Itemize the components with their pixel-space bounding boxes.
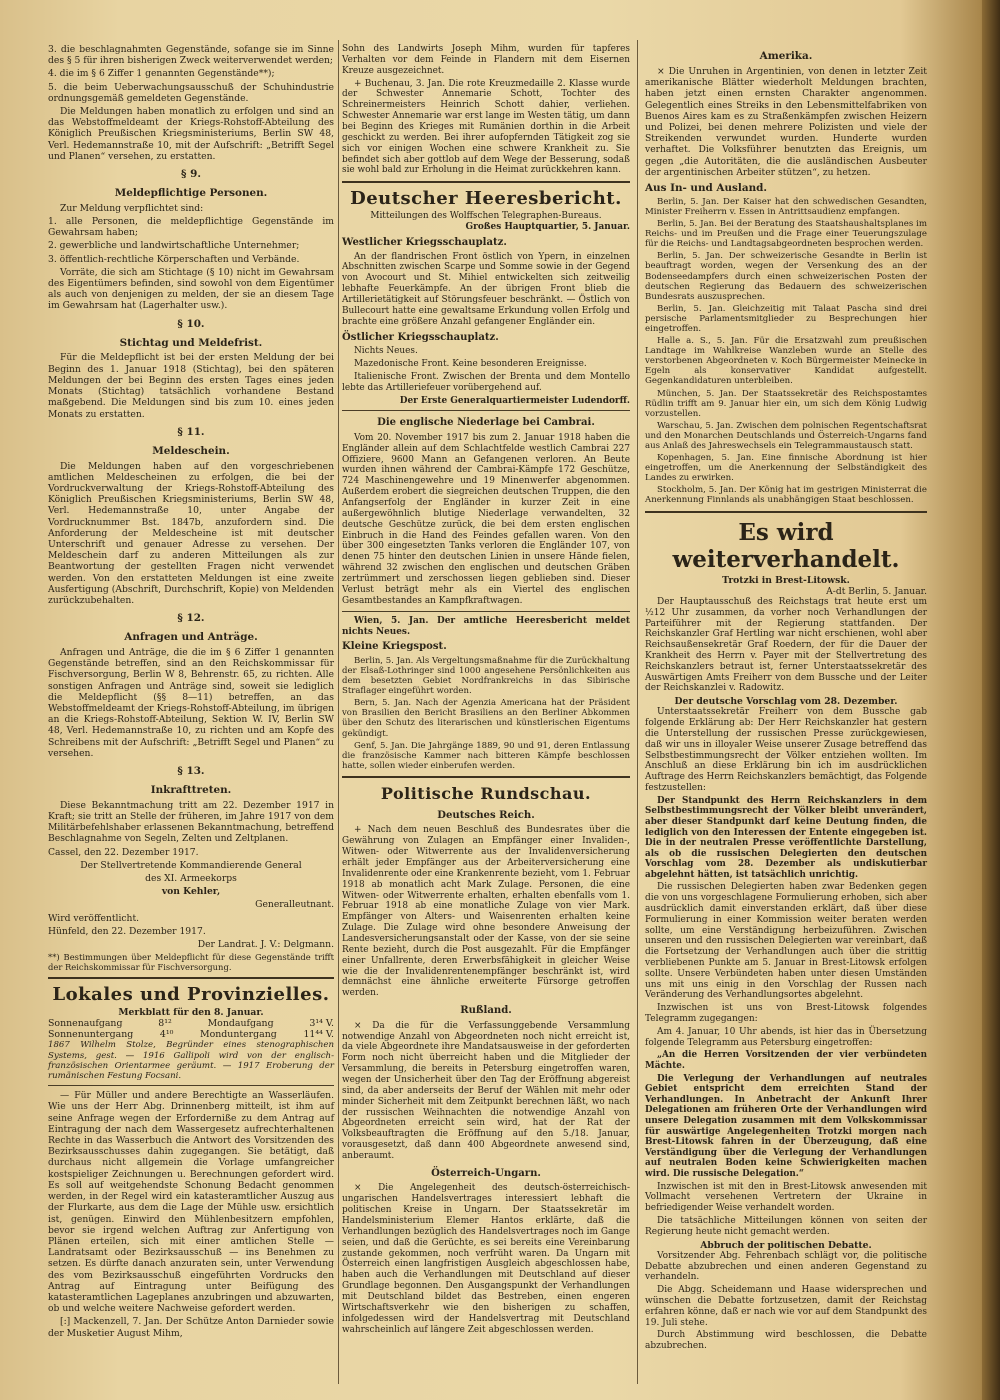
section-number: § 10. xyxy=(177,317,205,330)
signature: Der Erste Generalquartiermeister Ludendorff. xyxy=(399,395,630,406)
article-heading: Die englische Niederlage bei Cambrai. xyxy=(377,417,595,429)
almanac-row xyxy=(48,1029,334,1040)
subheading: Kleine Kriegspost. xyxy=(342,641,447,653)
subheading: Rußland. xyxy=(460,1005,512,1017)
section-heading: Meldepflichtige Personen. xyxy=(114,186,268,199)
subheading: Aus In- und Ausland. xyxy=(645,181,768,194)
subheading: Der deutsche Vorschlag vom 28. Dezember. xyxy=(674,696,898,708)
divider xyxy=(342,410,630,411)
divider xyxy=(48,1085,334,1086)
almanac-row xyxy=(48,1018,334,1029)
paragraph: Bern, 5. Jan. Nach der Agenzia Americana hat der Präsident von Brasilien den Bericht Brasiliens an den Berliner Abkommen über den Schutz des literarischen und künstlerischen Eigentums gekündigt. xyxy=(342,698,630,739)
column-rule xyxy=(338,40,339,1384)
paragraph: + Buchenau, 3. Jan. Die rote Kreuzmedaille 2. Klasse wurde der Schwester Annemarie Schott, Tochter des Schreinermeisters Heinrich Schott dahier, verliehen. Schwester Annemarie war erst lange im Westen tätig, um dann bei Beginn des Krieges mit Rumänien dorthin in die Arbeit geschickt zu werden. Bei ihrer aufopfernden Tätigkeit zog sie sich vor einigen Wochen eine schwere Krankheit zu. Sie befindet sich aber gottlob auf dem Wege der Besserung, sodaß sie wohl bald zur Erholung in die Heimat zurückkehren kann. xyxy=(342,78,630,176)
paragraph: — Für Müller und andere Berechtigte an Wasserläufen. Wie uns der Herr Abg. Drinnenberg mitteilt, ist ihm auf seine Anfrage wegen der Erforderniße zu dem Antrag auf Eintragung der nach dem Wassergesetz aufrechterhaltenen Rechte in das Wasserbuch die Antwort des Vorsitzenden des Bezirksausschusses dahin zugegangen. Sie betätigt, daß durchaus nicht allgemein die Vorlage umfangreicher kostspieliger Zeichnungen u. Berechnungen gefordert wird. Es soll auf weitgehendste Schonung Bedacht genommen werden, in der Regel wird ein katasteramtlicher Auszug aus der Flurkarte, aus dem die Lage der Mühle usw. ersichtlich ist, genügen. Einwird den Mühlenbesitzern empfohlen, bevor sie irgend welchen Auftrag zur Anfertigung von Plänen erteilen, sich mit einer amtlichen Stelle — Landratsamt oder Bezirksausschuß — ins Benehmen zu setzen. Es dürfte danach anzuraten sein, unter Verwendung des vom Bezirksausschuß eingeführten Vordrucks den Antrag auf Eintragung unter Beifügung des katasteramtlichen Lageplanes anzubringen und abzuwarten, ob und welche weitere Nachweise gefordert werden. xyxy=(48,1090,334,1315)
column-1 xyxy=(48,44,334,1341)
paragraph: Die russischen Delegierten haben zwar Bedenken gegen die von uns vorgeschlagene Formulierung erhoben, sich aber ausdrücklich damit einverstanden erklärt, daß über diese Formulierung in einer Kommission weiter beraten werden sollte, um eine Verständigung herbeizuführen. Zwischen unseren und den russischen Delegierten war vereinbart, daß die Fortsetzung der Verhandlungen auch über die strittig verbliebenen Punkte am 5. Januar in Brest-Litowsk erfolgen sollte. Unsere Verbündeten haben unter diesen Umständen uns mit uns einig in den Vorschlag der Russen nach Veränderung des Verhandlungsortes abgelehnt. xyxy=(645,882,927,1001)
section-heading: Stichtag und Meldefrist. xyxy=(119,336,263,349)
signature-name: von Kehler, xyxy=(161,886,221,898)
dateline: A-dt Berlin, 5. Januar. xyxy=(826,585,927,597)
almanac-value: 3¹⁴ V. xyxy=(309,1018,334,1030)
section-heading: Meldeschein. xyxy=(152,444,230,457)
paragraph: Mazedonische Front. Keine besonderen Ereignisse. xyxy=(354,358,587,369)
column-3 xyxy=(645,44,927,1354)
paragraph: Die Meldungen haben monatlich zu erfolgen und sind an das Webstoffmeldeamt der Kriegs-Rohstoff-Abteilung des Königlich Preußischen Kriegsministeriums, Berlin SW 48, Verl. Hedemannstraße 10, mit der Aufschrift: „Betrifft Segel und Planen“ versehen, zu erstatten. xyxy=(48,106,334,162)
paragraph: × Die Unruhen in Argentinien, von denen in letzter Zeit amerikanische Blätter wiederholt Meldungen brachten, haben jetzt einen ernsten Charakter angenommen. Gelegentlich eines Streiks in den Lebensmittelfabriken von Buenos Aires kam es zu Straßenkämpfen zwischen Heizern und Polizei, bei denen mehrere Polizisten und viele der Streikenden verwundet wurden. Hunderte wurden verhaftet. Die Volksführer benutzten das Ereignis, um gegen „die Autoritäten, die die ausländischen Ausbeuter der argentinischen Arbeiter stützen“, zu hetzen. xyxy=(645,65,927,178)
paragraph: × Da die für die Verfassunggebende Versammlung notwendige Anzahl von Abgeordneten noch nicht erreicht ist, da viele Abgeordnete ihre Mandatsausweise in der geforderten Form noch nicht überreicht haben und die Mitglieder der Versammlung, die bereits in Petersburg eingetroffen waren, wegen der Unsicherheit über den Tag der Eröffnung abgereist sind, da aber anderseits der Beruf der Wählen mit mehr oder minder Sicherheit mit dem Zeitpunkt berechnen läßt, wo nach der russischen Weihnachten die notwendige Anzahl von Abgeordneten erreicht sein wird, hat der Rat der Volksbeauftragten die Eröffnung auf den 5./18. Januar, vorausgesetzt, daß dann 400 Abgeordnete anwesend sind, anberaumt. xyxy=(342,1020,630,1161)
divider xyxy=(342,776,630,778)
news-item: Halle a. S., 5. Jan. Für die Ersatzwahl zum preußischen Landtage im Wahlkreise Wanzleben wurde an Stelle des verstorbenen Abgeordneten v. Koch Bürgermeister Meinecke in Egeln als konservativer Kandidat aufgestellt. Gegenkandidaturen unterbleiben. xyxy=(645,336,927,387)
subheading: Östlicher Kriegsschauplatz. xyxy=(342,331,499,343)
section-title-heeresbericht: Deutscher Heeresbericht. xyxy=(350,188,622,210)
section-number: § 9. xyxy=(181,168,201,181)
history-note: 1867 Wilhelm Stolze, Begründer eines stenographischen Systems, gest. — 1916 Gallipoli wird von der englisch-französischen Orientarmee geräumt. — 1917 Eroberung der rumänischen Festung Focsani. xyxy=(48,1040,334,1082)
footnote: **) Bestimmungen über Meldepflicht für diese Gegenstände trifft der Reichskommissar für Fischversorgung. xyxy=(48,952,334,973)
paragraph: Inzwischen ist uns von Brest-Litowsk folgendes Telegramm zugegangen: xyxy=(645,1003,927,1025)
news-item: Kopenhagen, 5. Jan. Eine finnische Abordnung ist hier eingetroffen, um die Anerkennung der Selbständigkeit des Landes zu erwirken. xyxy=(645,453,927,484)
subheading: Deutsches Reich. xyxy=(437,809,535,821)
almanac-label: Mondaufgang xyxy=(207,1018,274,1030)
section-title-local: Lokales und Provinzielles. xyxy=(52,984,330,1006)
almanac-label: Sonnenuntergang xyxy=(48,1029,134,1041)
paragraph: Der Standpunkt des Herrn Reichskanzlers in dem Selbstbestimmungsrecht der Völker bleibt unverändert, aber dieser Standpunkt darf keine Deutung finden, die lediglich von den Interessen der Entente eingegeben ist. Die in der neutralen Presse veröffentlichte Darstellung, als ob die russischen Delegierten den deutschen Vorschlag vom 28. Dezember als undiskutierbar abgelehnt hätten, ist tatsächlich unrichtig. xyxy=(645,795,927,880)
paragraph: × Die Angelegenheit des deutsch-österreichisch-ungarischen Handelsvertrages interessiert lebhaft die politischen Kreise in Ungarn. Der Staatssekretär im Handelsministerium Elemer Hantos erklärte, daß die Verhandlungen bezüglich des Handelsvertrages noch im Gange seien, und daß die Gerüchte, es sei bereits eine Vereinbarung zustande gekommen, noch verfrüht waren. Da Ungarn mit Österreich einen langfristigen Ausgleich abgeschlossen habe, haben auch die Verhandlungen mit Deutschland auf dieser Grundlage begonnen. Den Ausgangspunkt der Verhandlungen mit Deutschland bildet das Bestreben, einen engeren Wirtschaftsverkehr wie den bisherigen zu schaffen, infolgedessen wird der Handelsvertrag mit Deutschland wahrscheinlich auf längere Zeit abgeschlossen werden. xyxy=(342,1183,630,1335)
subheading: Amerika. xyxy=(759,50,813,62)
section-heading: Inkrafttreten. xyxy=(150,783,232,796)
paragraph: Berlin, 5. Jan. Als Vergeltungsmaßnahme für die Zurückhaltung der Elsaß-Lothringer sind 1000 angesehene Persönlichkeiten aus dem besetzten Gebiet Nordfrankreichs in das Sibirische Straflager eingeführt worden. xyxy=(342,655,630,697)
list-item: 5. die beim Ueberwachungsausschuß der Schuhindustrie ordnungsgemäß gemeldeten Gegenstände. xyxy=(48,81,334,104)
publication-note: Wird veröffentlicht. xyxy=(48,912,140,924)
paragraph: Genf, 5. Jan. Die Jahrgänge 1889, 90 und 91, deren Entlassung die französische Kammer nach bitteren Kämpfe beschlossen hatte, sollen wieder einberufen werden. xyxy=(342,740,630,771)
subheading: Westlicher Kriegsschauplatz. xyxy=(342,237,507,249)
list-item: 3. öffentlich-rechtliche Körperschaften und Verbände. xyxy=(48,253,300,265)
news-item: Stockholm, 5. Jan. Der König hat im gestrigen Ministerrat die Anerkennung Finnlands als unabhängigen Staat beschlossen. xyxy=(645,485,927,506)
paragraph: Vorräte, die sich am Stichtage (§ 10) nicht im Gewahrsam des Eigentümers befinden, sind sowohl von dem Eigentümer als auch von denjenigen zu melden, der sie an diesem Tage im Gewahrsam hat (Lagerhalter usw.). xyxy=(48,266,334,312)
paragraph: Durch Abstimmung wird beschlossen, die Debatte abzubrechen. xyxy=(645,1330,927,1352)
paragraph: Am 4. Januar, 10 Uhr abends, ist hier das in Übersetzung folgende Telegramm aus Petersburg eingetroffen: xyxy=(645,1026,927,1048)
news-item: Berlin, 5. Jan. Bei der Beratung des Staatshaushaltsplanes im Reichs- und im Preußen und die Frage einer Teuerungszulage für die Reichs- und Landtagsabgeordneten besprochen werden. xyxy=(645,219,927,250)
almanac-label: Monduntergang xyxy=(200,1029,277,1041)
paragraph: [:] Mackenzell, 7. Jan. Der Schütze Anton Darnieder sowie der Musketier August Mihm, xyxy=(48,1316,334,1339)
headline: Es wird weiterverhandelt. xyxy=(672,518,900,573)
paragraph: Sohn des Landwirts Joseph Mihm, wurden für tapferes Verhalten vor dem Feinde in Flandern mit dem Eisernen Kreuze ausgezeichnet. xyxy=(342,44,630,76)
paragraph: Die Meldungen haben auf den vorgeschriebenen amtlichen Meldescheinen zu erfolgen, die bei der Vordruckverwaltung der Kriegs-Rohstoff-Abteilung des Königlich Preußischen Kriegsministeriums, Berlin SW 48, Verl. Hedemannstraße 10, unter Angabe der Vordrucknummer Bst. 1847b, anzufordern sind. Die Anforderung der Meldescheine ist mit deutscher Unterschrift und genauer Adresse zu versehen. Der Meldeschein darf zu anderen Mitteilungen als zur Beantwortung der gestellten Fragen nicht verwendet werden. Von den erstatteten Meldungen ist eine zweite Ausfertigung (Abschrift, Durchschrift, Kopie) von Meldenden zurückzubehalten. xyxy=(48,460,334,606)
news-item: München, 5. Jan. Der Staatssekretär des Reichspostamtes Rüdlin trifft am 9. Januar hier ein, um sich dem König Ludwig vorzustellen. xyxy=(645,388,927,419)
paragraph: Der Hauptausschuß des Reichstags trat heute erst um ½12 Uhr zusammen, da vorher noch Verhandlungen der Parteiführer mit der Regierung stattfanden. Der Reichskanzler Graf Hertling war nicht erschienen, wohl aber Reichsaußensekretär Graf Roedern, der für die Dauer der Krankheit des Herrn v. Payer mit der Stellvertretung des Reichskanzlers betraut ist, ferner Unterstaatssekretär des Auswärtigen Amts Freiherr von dem Bussche und der Leiter der Reichskanzlei v. Radowitz. xyxy=(645,596,927,694)
almanac-label: Sonnenaufgang xyxy=(48,1018,123,1030)
paragraph: Zur Meldung verpflichtet sind: xyxy=(60,202,204,214)
list-item: 3. die beschlagnahmten Gegenstände, sofange sie im Sinne des § 5 für ihren bisherigen Zweck weiterverwendet werden; xyxy=(48,44,334,67)
paragraph: Für die Meldepflicht ist bei der ersten Meldung der bei Beginn des 1. Januar 1918 (Stichtag), bei den späteren Meldungen der bei Beginn des ersten Tages eines jeden Monats (Stichtag) tatsächlich vorhandene Bestand maßgebend. Die Meldungen sind bis zum 10. eines jeden Monats zu erstatten. xyxy=(48,352,334,420)
section-heading: Anfragen und Anträge. xyxy=(124,631,258,644)
divider xyxy=(342,181,630,183)
merkblatt-heading: Merkblatt für den 8. Januar. xyxy=(118,1007,264,1019)
paragraph: Anfragen und Anträge, die die im § 6 Ziffer 1 genannten Gegenstände betreffen, sind an den Reichskommissar für Fischversorgung, Berlin W 8, Behrenstr. 65, zu richten. Alle sonstigen Anfragen und Anträge sind, soweit sie lediglich die Meldepflicht (§§ 8—11) betreffen, an das Webstoffmeldeamt der Kriegs-Rohstoff-Abteilung, im übrigen an die Kriegs-Rohstoff-Abteilung, Sektion W. IV, Berlin SW 48, Verl. Hedemannstraße 10, zu richten und am Kopfe des Schreibens mit der Aufschrift: „Betrifft Segel und Planen“ zu versehen. xyxy=(48,646,334,759)
signature-line: des XI. Armeekorps xyxy=(145,873,237,885)
almanac-value: 8¹² xyxy=(158,1018,172,1030)
paragraph: Inzwischen ist mit den in Brest-Litowsk anwesenden mit Vollmacht versehenen Vertretern der Ukraine in befriedigender Weise verhandelt worden. xyxy=(645,1181,927,1214)
news-source: Mitteilungen des Wolffschen Telegraphen-Bureaus. xyxy=(370,211,602,222)
column-rule xyxy=(637,40,638,1384)
paragraph: Die Abgg. Scheidemann und Haase widersprechen und wünschen die Debatte fortzusetzen, damit der Reichstag erfahren könne, daß er nach wie vor auf dem Standpunkt des 19. Juli stehe. xyxy=(645,1285,927,1328)
paragraph: Wien, 5. Jan. Der amtliche Heeresbericht meldet nichts Neues. xyxy=(342,615,630,637)
news-item: Warschau, 5. Jan. Zwischen dem polnischen Regentschaftsrat und den Monarchen Deutschlands und Österreich-Ungarns fand aus Anlaß des Jahreswechsels ein Telegrammaustausch statt. xyxy=(645,420,927,451)
almanac-value: 4¹⁰ xyxy=(159,1029,174,1041)
dateline: Großes Hauptquartier, 5. Januar. xyxy=(465,222,630,233)
signature-line: Der Stellvertretende Kommandierende General xyxy=(80,859,302,871)
paragraph: „An die Herren Vorsitzenden der vier verbündeten Mächte. xyxy=(645,1050,927,1072)
column-2 xyxy=(342,44,630,1337)
paragraph: + Nach dem neuen Beschluß des Bundesrates über die Gewährung von Zulagen an Empfänger einer Invaliden-, Witwen- oder Witwerrente aus der Invalidenversicherung erhält jeder Empfänger aus der Arbeiterversicherung eine Invalidenrente oder eine Krankenrente bezieht, vom 1. Februar 1918 ab monatlich acht Mark Zulage. Personen, die eine Witwen- oder Witwerrente erhalten, erhalten ebenfalls vom 1. Februar 1918 ab eine monatliche Zulage von vier Mark. Empfänger von Alters- und Waisenrenten erhalten keine Zulage. Die Zulage wird ohne besondere Anweisung der Landesversicherungsanstalt oder der Kasse, von der sie seine Rente bezieht, durch die Post ausgezahlt. Für die Empfänger einer Unfallrente, deren Erwerbsfähigkeit in gleicher Weise wie die der Invalidenrentenempfänger beschränkt ist, wird demnächst eine ähnliche erweiterte Fürsorge getroffen werden. xyxy=(342,825,630,999)
subheading: Abbruch der politischen Debatte. xyxy=(700,1239,872,1251)
list-item: 4. die im § 6 Ziffer 1 genannten Gegenstände**); xyxy=(48,68,275,80)
divider xyxy=(645,511,927,513)
section-title-rundschau: Politische Rundschau. xyxy=(380,783,592,803)
signature-place: Cassel, den 22. Dezember 1917. xyxy=(48,846,199,858)
news-item: Berlin, 5. Jan. Der Kaiser hat den schwedischen Gesandten, Minister Freiherrn v. Essen in Antrittsaudienz empfangen. xyxy=(645,196,927,217)
section-number: § 12. xyxy=(177,612,205,625)
paragraph: Nichts Neues. xyxy=(354,346,418,357)
page-edge-shadow xyxy=(982,0,1000,1400)
signature-rank: Generalleutnant. xyxy=(255,899,334,911)
list-item: 1. alle Personen, die meldepflichtige Gegenstände im Gewahrsam haben; xyxy=(48,216,334,239)
paragraph: Diese Bekanntmachung tritt am 22. Dezember 1917 in Kraft; sie tritt an Stelle der früheren, im Jahre 1917 von dem Militärbefehlshaber erlassenen Bekanntmachung, betreffend Beschlagnahme von Segeln, Zelten und Zeltplanen. xyxy=(48,799,334,845)
publication-place: Hünfeld, den 22. Dezember 1917. xyxy=(48,925,206,937)
paragraph: An der flandrischen Front östlich von Ypern, in einzelnen Abschnitten zwischen Scarpe und Somme sowie in der Gegend von Avocourt und St. Mihiel entwickelten sich zeitweilig lebhafte Feuerkämpfe. An der übrigen Front blieb die Artillerietätigkeit auf Störungsfeuer beschränkt. — Östlich von Bullecourt hatte eine gewaltsame Erkundung vollen Erfolg und brachte eine größere Anzahl gefangener Engländer ein. xyxy=(342,251,630,327)
paragraph: Italienische Front. Zwischen der Brenta und dem Montello lebte das Artilleriefeuer vorübergehend auf. xyxy=(342,371,630,393)
news-item: Berlin, 5. Jan. Gleichzeitig mit Talaat Pascha sind drei persische Parlamentsmitglieder zu Besprechungen hier eingetroffen. xyxy=(645,303,927,334)
list-item: 2. gewerbliche und landwirtschaftliche Unternehmer; xyxy=(48,240,300,252)
subheadline: Trotzki in Brest-Litowsk. xyxy=(722,574,850,586)
paragraph: Vom 20. November 1917 bis zum 2. Januar 1918 haben die Engländer allein auf dem Schlachtfelde westlich Cambrai 227 Offiziere, 9600 Mann an Gefangenen verloren. An Beute wurden ihnen während der Cambrai-Kämpfe 172 Geschütze, 724 Maschinengewehre und 19 Minenwerfer abgenommen. Außerdem erobert die siegreichen deutschen Truppen, die den Anfangserfolg der Engländer in kurzer Zeit in eine außergewöhnlich blutige Niederlage verwandelten, 32 deutsche Geschütze zurück, die bei dem ersten englischen Einbruch in die Hand des Feindes gefallen waren. Von den über 300 eingesetzten Tanks verloren die Engländer 107, von denen 75 hinter den deutschen Linien in unsere Hände fielen, während 32 zwischen den englischen und deutschen Gräben zertrümmert und zerschossen liegen geblieben sind. Dieser Verlust beträgt mehr als ein Viertel des englischen Gesamtbestandes an Kampfkraftwagen. xyxy=(342,432,630,606)
section-number: § 11. xyxy=(177,425,205,438)
divider xyxy=(342,611,630,612)
paragraph: Vorsitzender Abg. Fehrenbach schlägt vor, die politische Debatte abzubrechen und einen anderen Gegenstand zu verhandeln. xyxy=(645,1250,927,1283)
publication-signature: Der Landrat. J. V.: Delgmann. xyxy=(197,939,334,951)
section-number: § 13. xyxy=(177,765,205,777)
almanac-value: 11⁴⁴ V. xyxy=(303,1029,334,1041)
paragraph: Die tatsächliche Mitteilungen können von seiten der Regierung heute nicht gemacht werden. xyxy=(645,1215,927,1237)
divider xyxy=(48,977,334,979)
news-item: Berlin, 5. Jan. Der schweizerische Gesandte in Berlin ist beauftragt worden, wegen der Versenkung des an der Bodenseedampfers durch einen schweizerischen Posten der deutschen Regierung das Bedauern des schweizerischen Bundesrats auszusprechen. xyxy=(645,251,927,302)
paragraph: Die Verlegung der Verhandlungen auf neutrales Gebiet entspricht dem erreichten Stand der Verhandlungen. In Anbetracht der Ankunft Ihrer Delegationen am früheren Orte der Verhandlungen wird unsere Delegation zusammen mit dem Volkskommissar für auswärtige Angelegenheiten Trotzki morgen nach Brest-Litowsk fahren in der Überzeugung, daß eine Verständigung über die Verlegung der Verhandlungen auf neutralen Boden keine Schwierigkeiten machen wird. Die russische Delegation.“ xyxy=(645,1073,927,1179)
subheading: Österreich-Ungarn. xyxy=(431,1167,541,1179)
paragraph: Unterstaatssekretär Freiherr von dem Bussche gab folgende Erklärung ab: Der Herr Reichskanzler hat gestern die Unterstellung der russischen Presse zurückgewiesen, daß wir uns in illoyaler Weise unserer Zusage betreffend das Selbstbestimmungsrecht der Völker entziehen wollten. Im Anschluß an diese Erklärung bin ich im ausdrücklichen Auftrage des Herrn Reichskanzlers bemächtigt, das Folgende festzustellen: xyxy=(645,707,927,793)
